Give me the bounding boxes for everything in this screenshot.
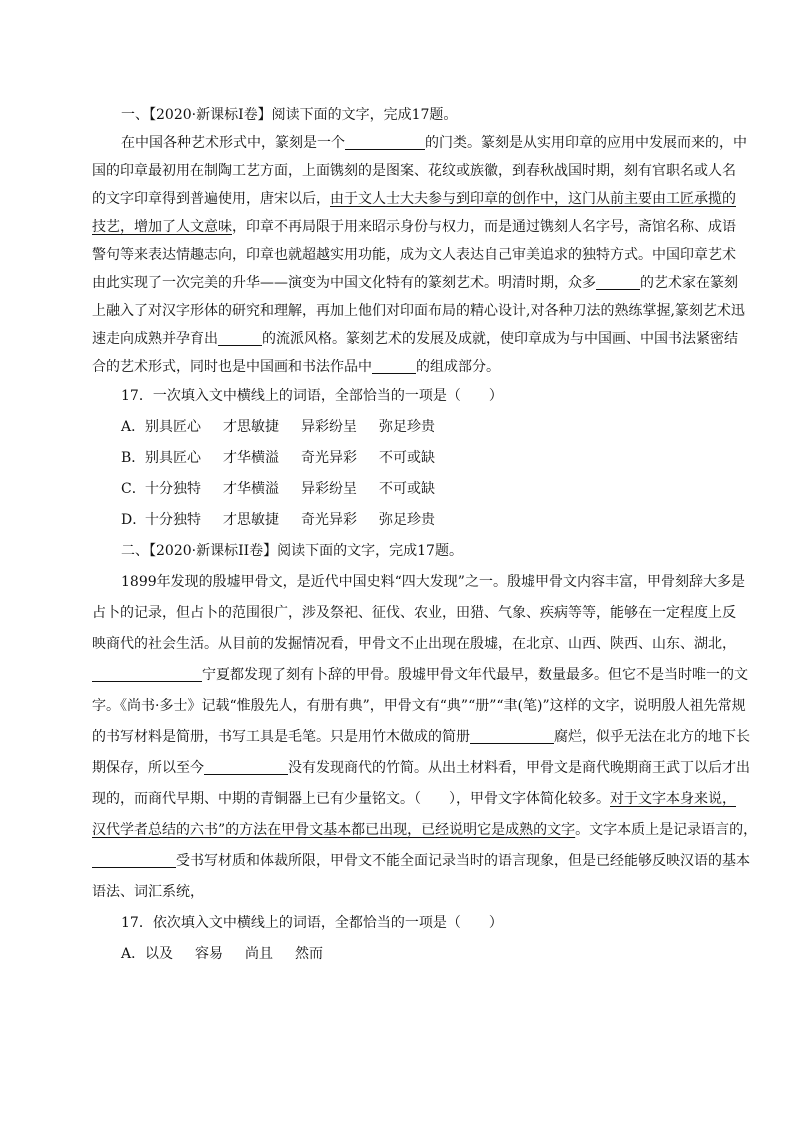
option-word: 十分独特	[145, 481, 201, 497]
option-word: 才华横溢	[223, 481, 279, 497]
text-segment: 现的，而商代早期、中期的青铜器上已有少量铭文。（ ），甲骨文字体简化较多。	[92, 791, 610, 807]
passage-2-line-7	[92, 753, 750, 784]
option-c[interactable]	[92, 474, 704, 505]
fill-blank	[345, 133, 425, 150]
text-segment: ，印章不再局限于用来昭示身份与权力，而是通过镌刻人名字号，斋馆名称、成语	[232, 219, 736, 235]
option-word: 才思敏捷	[223, 512, 279, 528]
option-letter: D．	[121, 512, 147, 528]
text-segment: 受书写材质和体裁所限，甲骨文不能全面记录当时的语言现象，但是已经能够反映汉语的基本	[176, 853, 750, 869]
text-segment: 的书写材料是简册，书写工具是毛笔。只是用竹木做成的简册	[92, 729, 470, 745]
option-a[interactable]	[92, 412, 704, 443]
underlined-text: 技艺，增加了人文意味	[92, 219, 232, 235]
fill-blank	[596, 273, 640, 290]
passage-2-line-4	[92, 660, 748, 691]
passage-2-line-2: 占卜的记录，但占卜的范围很广，涉及祭祀、征伐、农业，田猎、气象、疾病等等，能够在一定程度上反	[92, 605, 736, 621]
option-a[interactable]	[92, 939, 704, 970]
text-segment: 由此实现了一次完美的升华——演变为中国文化特有的篆刻艺术。明清时期，众多	[92, 275, 596, 291]
fill-blank	[218, 329, 262, 346]
option-word: 以及	[145, 946, 173, 962]
passage-1-line-1	[92, 129, 747, 157]
question-1-prompt: 17．一次填入文中横线上的词语，全部恰当的一项是（ ）	[121, 388, 503, 404]
option-word: 奇光异彩	[301, 450, 357, 466]
option-word: 才思敏捷	[223, 419, 279, 435]
text-segment: 宁夏都发现了刻有卜辞的甲骨。殷墟甲骨文年代最早，数量最多。但它不是当时唯一的文	[202, 667, 748, 683]
option-word: 不可或缺	[379, 450, 435, 466]
option-word: 别具匠心	[145, 419, 201, 435]
option-word: 弥足珍贵	[379, 419, 435, 435]
text-segment: 的门类。篆刻是从实用印章的应用中发展而来的，中	[425, 135, 747, 151]
fill-blank	[92, 851, 176, 868]
text-segment: 的文字印章得到普遍使用，唐宋以后，	[92, 191, 330, 207]
text-segment: 合的艺术形式，同时也是中国画和书法作品中	[92, 359, 372, 375]
passage-2-line-5: 字。《尚书·多士》记载“惟殷先人，有册有典”，甲骨文有“典”“册”“聿(笔)”这样的文字，说明殷人祖先常规	[92, 698, 746, 714]
text-segment: 。文字本质上是记录语言的，	[575, 822, 758, 838]
option-letter: A．	[121, 419, 146, 435]
text-segment: 腐烂，似乎无法在北方的地下长	[554, 729, 750, 745]
fill-blank	[470, 727, 554, 744]
passage-1-line-2: 国的印章最初用在制陶工艺方面，上面镌刻的是图案、花纹或族徽，到春秋战国时期，刻有官职名或人名	[92, 163, 736, 179]
passage-1-line-6	[92, 269, 738, 297]
text-segment: 的艺术家在篆刻	[640, 275, 738, 291]
text-segment: 速走向成熟并孕育出	[92, 331, 218, 347]
option-word: 异彩纷呈	[301, 481, 357, 497]
option-b[interactable]	[92, 443, 704, 474]
text-segment: 在中国各种艺术形式中，篆刻是一个	[121, 135, 345, 151]
option-word: 尚且	[245, 946, 273, 962]
passage-2-line-9	[92, 815, 758, 846]
option-word: 奇光异彩	[301, 512, 357, 528]
option-letter: C．	[121, 481, 146, 497]
passage-1-line-9	[92, 353, 704, 381]
passage-2-line-6	[92, 722, 750, 753]
text-segment: 的流派风格。篆刻艺术的发展及成就，使印章成为与中国画、中国书法紧密结	[262, 331, 738, 347]
fill-blank	[372, 357, 416, 374]
passage-2-line-10	[92, 846, 750, 877]
text-segment: 没有发现商代的竹简。从出土材料看，甲骨文是商代晚期商王武丁以后才出	[288, 760, 750, 776]
option-word: 然而	[295, 946, 323, 962]
option-letter: B．	[121, 450, 146, 466]
passage-2-line-8	[92, 784, 736, 815]
text-segment: 期保存，所以至今	[92, 760, 204, 776]
option-word: 才华横溢	[223, 450, 279, 466]
underlined-text: 由于文人士大夫参与到印章的创作中，这门从前主要由工匠承揽的	[330, 191, 736, 207]
passage-1-line-7: 上融入了对汉字形体的研究和理解，再加上他们对印面布局的精心设计,对各种刀法的熟练掌握,篆刻艺术迅	[92, 303, 745, 319]
option-word: 不可或缺	[379, 481, 435, 497]
underlined-text: 对于文字本身来说，	[610, 791, 736, 807]
question-2-prompt: 17．依次填入文中横线上的词语，全都恰当的一项是（ ）	[121, 915, 503, 931]
underlined-text: 汉代学者总结的六书”的方法在甲骨文基本都已出现，已经说明它是成熟的文字	[92, 822, 576, 838]
passage-2-line-11: 语法、词汇系统，	[92, 884, 204, 900]
section-2-heading: 二、【2020·新课标II卷】阅读下面的文字，完成17题。	[121, 543, 463, 559]
option-word: 弥足珍贵	[379, 512, 435, 528]
option-letter: A．	[121, 946, 146, 962]
section-1-heading: 一、【2020·新课标Ⅰ卷】阅读下面的文字，完成17题。	[121, 107, 458, 123]
option-word: 异彩纷呈	[301, 419, 357, 435]
option-word: 十分独特	[145, 512, 201, 528]
option-d[interactable]	[92, 505, 704, 536]
option-word: 别具匠心	[145, 450, 201, 466]
fill-blank	[204, 758, 288, 775]
text-segment: 的组成部分。	[416, 359, 500, 375]
option-word: 容易	[195, 946, 223, 962]
passage-1-line-3	[92, 185, 736, 213]
passage-1-line-5: 警句等来表达情趣志向，印章也就超越实用功能，成为文人表达自己审美追求的独特方式。中国印章艺术	[92, 247, 736, 263]
passage-2-line-3: 映商代的社会生活。从目前的发掘情况看，甲骨文不止出现在殷墟，在北京、山西、陕西、山东、湖北，	[92, 636, 736, 652]
passage-1-line-8	[92, 325, 738, 353]
fill-blank	[92, 665, 202, 682]
passage-1-line-4	[92, 213, 736, 241]
passage-2-line-1: 1899年发现的殷墟甲骨文，是近代中国史料“四大发现”之一。殷墟甲骨文内容丰富，甲骨刻辞大多是	[121, 574, 745, 590]
